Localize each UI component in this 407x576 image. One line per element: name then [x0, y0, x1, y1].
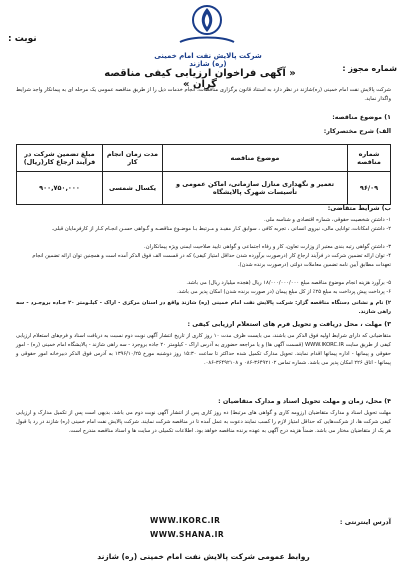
- section-3-body: متقاضیانی که دارای شرایط اولیه فوق الذکر می باشند، می بایست ظرف مدت ۱۰ روز کاری از تاریخ انتشار آگهی نوبت دوم نسبت به دریافت اسناد و فرم‌های استعلام ارزیابی کیفی از طریق سایت WWW.IKORC.IR (قسمت آگهی ها) و یا مراجعه حضوری به آدرس اراک - کیلومتر ۲۰ جاده بروجرد - سه راهی شازند - پالایشگاه امام خمینی (ره) - امور حقوقی و پیمانها - اداره پیمانها اقدام نمایند. تحویل مدارک تکمیل شده حداکثر تا ساعت ۱۵:۳۰ روز دوشنبه مورخ ۱۳۹۶/۱۰/۲۵ به آدرس فوق الذکر دبیرخانه امور حقوقی و پیمانها - اتاق ۲۲۶ امکان پذیر می باشد. شماره تماس ۳۶۴۹۲۱۰۲-۰۸۶ و ۳۶۴۹۲۱۰۸-۰۸۶.: [16, 333, 392, 366]
- header-duration: مدت زمان انجام کار: [103, 145, 163, 172]
- cell-guarantee: ۹۰۰,۷۵۰,۰۰۰: [17, 172, 103, 205]
- table-row: [17, 172, 391, 205]
- condition-item: ۳- داشتن گواهی رتبه بندی معتبر از وزارت تعاون، کار و رفاه اجتماعی و گواهی تایید صلاحیت ایمنی ویژه پیمانکاران.: [144, 244, 391, 250]
- notice-headline: « آگهی فراخوان ارزیابی کیفی مناقصه گران »: [104, 68, 296, 90]
- company-logo: [170, 2, 244, 52]
- cell-duration: یکسال شمسی: [103, 172, 163, 205]
- cell-subject: تعمیر و نگهداری منازل سازمانی، اماکن عمومی و تأسیسات شهرک پالایشگاه: [163, 172, 348, 205]
- condition-item: ۴- توان ارائه تضمین شرکت در فرآیند ارجاع کار (درصورت برآورده شدن حداقل امتیاز کیفی) که در قسمت الف فوق الذکر آمده است و همچنین توان ارائه تضمین انجام تعهدات مطابق آیین نامه تضمین معاملات دولتی (درصورت برنده شدن).: [32, 253, 391, 268]
- website-link-shana[interactable]: WWW.SHANA.IR: [150, 530, 225, 539]
- section-2: ۲) نام و نشانی دستگاه مناقصه گزار: شرکت پالایش نفت امام خمینی (ره) شازند واقع در استان مرکزی - اراک - کیلـومتر ۲۰ جـاده بروجـرد - سه راهی شازند.: [16, 300, 391, 315]
- header-subject: موضوع مناقصه: [163, 145, 348, 172]
- tender-table: [16, 144, 391, 205]
- condition-item: ۱- داشتن شخصیت حقوقی، شماره اقتصادی و شناسه ملی.: [264, 217, 391, 223]
- intro-paragraph: شرکت پالایش نفت امام خمینی (ره)شازند در نظر دارد به استناد قانون برگزاری مناقصات، انجام خدمات ذیل را از طریق مناقصه عمومی یک مرحله ای به پیمانکار واجد شرایط واگذار نماید.: [16, 87, 391, 102]
- address-label: آدرس اینترنتی :: [339, 518, 391, 526]
- section-4-body: مهلت تحویل اسناد و مدارک متقاضیان (رزومه کاری و گواهی های مرتبط) ده روز کاری پس از انتشار آگهی نوبت دوم می باشد. بدیهی است پس از تکمیل مدارک و ارزیابی کیفی شرکت ها، از شرکت‌هایی که حداقل امتیاز لازم را کسب نمایند دعوت به عمل آمده تا در مناقصه شرکت نمایند. شرکت پالایش نفت امام خمینی (ره) شازند در رد یا قبول هر یک از متقاضیان مختار می باشد. ضمناً هزینه درج آگهی به عهده برنده مناقصه خواهد بود. اطلاعات تکمیلی در سایت ها و اسناد مناقصه مندرج است.: [16, 410, 391, 434]
- condition-item: ۲- داشتن امکانات، توانایی مالی، نیروی انسانی ، تجربه کافی ، سوابق کـار مفیـد و مـرتبط بـا موضـوع مناقصـه و گـواهی حسـن انجـام کـار از کارفرمایان قبلی.: [51, 226, 391, 232]
- company-name: شرکت پالایش نفت امام خمینی (ره) شازند: [154, 52, 262, 68]
- cell-tender-number: ۹۶/۰۹: [348, 172, 391, 205]
- section-4-title: ۴) محل، زمان و مهلت تحویل اسناد و مدارک متقاضیان :: [218, 398, 391, 405]
- website-link-ikorc[interactable]: WWW.IKORC.IR: [150, 516, 221, 525]
- condition-item: ۵- برآورد هزینه انجام موضوع مناقصه مبلغ ۱۸/۰۰۰/۰۰۰/۰۰۰ ریال (هجده میلیارد ریال) می باشد.: [186, 280, 391, 286]
- header-tender-number: شماره مناقصه: [348, 145, 391, 172]
- section-1-subtitle: الف) شرح مختصرکار:: [323, 128, 391, 135]
- header-guarantee: مبلغ تضمین شرکت در فرآیند ارجاع کار(ریال): [17, 145, 103, 172]
- section-1-title: ۱) موضوع مناقصه:: [332, 114, 391, 121]
- footer-public-relations: روابط عمومی شرکت پالایش نفت امام خمینی (ره) شازند: [97, 552, 310, 561]
- series-number: نوبت :: [8, 34, 37, 44]
- condition-item: ۶- پرداخت پیش پرداخت به مبلغ ۲۵٪ از کل مبلغ پیمان (در صورت برنده شدن) امکان پذیر می باشد.: [177, 289, 391, 295]
- section-3-title: ۳) مهلت ، محل دریافت و تحویل فرم های استعلام ارزیابی کیفی :: [187, 321, 391, 328]
- section-b-title: ب) شرایط متقاضی:: [327, 205, 391, 212]
- license-number: شماره مجوز :: [342, 64, 397, 73]
- table-header-row: [17, 145, 391, 172]
